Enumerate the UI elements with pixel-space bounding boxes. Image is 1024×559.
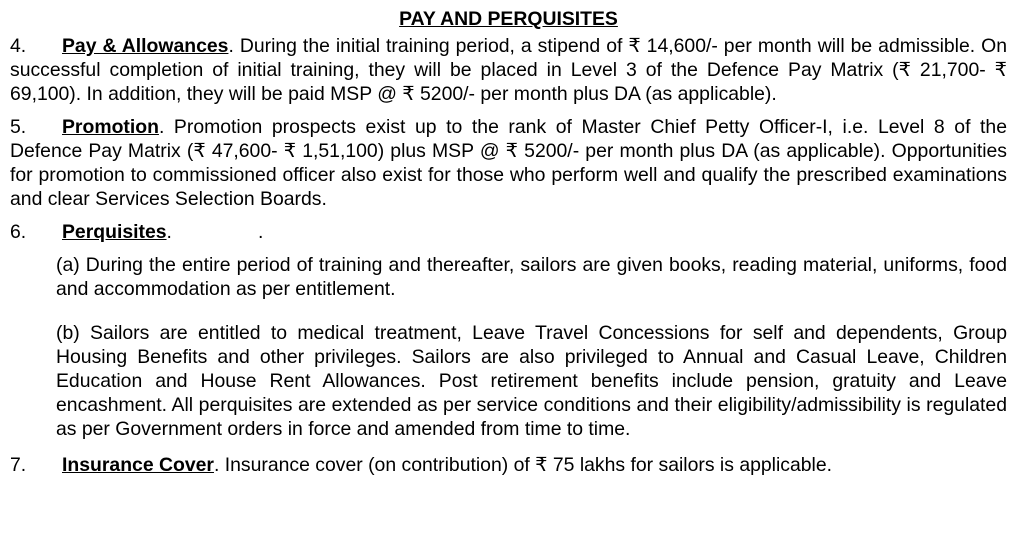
heading-suffix: . — [213, 454, 220, 476]
section-number: 7. — [10, 454, 27, 476]
heading-suffix: . — [158, 116, 165, 138]
heading-suffix: . — [166, 221, 172, 243]
section-pay-allowances — [10, 34, 1007, 106]
section-insurance-cover — [10, 453, 1007, 477]
section-promotion — [10, 115, 1007, 211]
heading-suffix: . — [228, 35, 234, 57]
section-perquisites — [10, 220, 1007, 441]
section-text: During the initial training period, a stipend of ₹ 14,600/- per month will be admissible. On successful completion of initial training, they will be placed in Level 3 of the Defence Pay Matrix (₹ 21,700- ₹ 69,100). In addition, they will be paid MSP @ ₹ 5200/- per month plus DA (as applicable). — [10, 35, 1008, 105]
section-text: Insurance cover (on contribution) of ₹ 75 lakhs for sailors is applicable. — [219, 454, 833, 476]
trailing-dot: . — [257, 221, 264, 243]
section-heading: Promotion — [62, 116, 159, 138]
section-number: 4. — [10, 35, 27, 57]
section-heading: Perquisites — [62, 221, 167, 243]
section-text: Promotion prospects exist up to the rank of Master Chief Petty Officer-I, i.e. Level 8 of the Defence Pay Matrix (₹ 47,600- ₹ 1,51,100) plus MSP @ ₹ 5200/- per month plus DA (as applicable). Opportunities for promotion to commissioned officer also exist for those who perform well and qualify the prescribed examinations and clear Services Selection Boards. — [10, 116, 1007, 210]
perquisites-heading-row — [10, 220, 1007, 244]
perquisites-subitem-a: (a) During the entire period of training and thereafter, sailors are given books, reading material, uniforms, food and accommodation as per entitlement. — [56, 254, 1007, 300]
section-heading: Insurance Cover — [62, 454, 214, 476]
section-number: 6. — [10, 221, 27, 243]
section-number: 5. — [10, 116, 27, 138]
page-title: PAY AND PERQUISITES — [399, 8, 618, 30]
perquisites-subitem-b: (b) Sailors are entitled to medical treatment, Leave Travel Concessions for self and dependents, Group Housing Benefits and other privileges. Sailors are also privileged to Annual and Casual Leave, Children Education and House Rent Allowances. Post retirement benefits include pension, gratuity and Leave encashment. All perquisites are extended as per service conditions and their eligibility/admissibility is regulated as per Government orders in force and amended from time to time. — [56, 322, 1007, 440]
section-heading: Pay & Allowances — [62, 35, 229, 57]
